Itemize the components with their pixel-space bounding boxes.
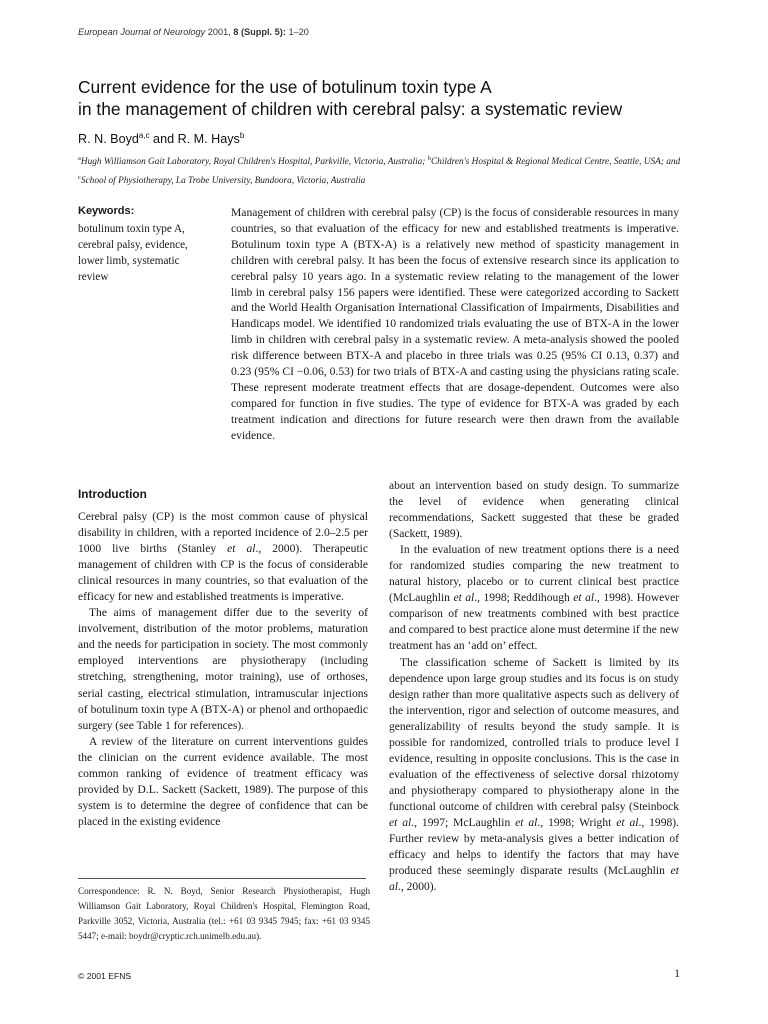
author-1: R. N. Boyd (78, 132, 139, 147)
keyword-line: review (78, 271, 109, 283)
keyword-line: lower limb, systematic (78, 255, 180, 267)
paragraph: The classification scheme of Sackett is limited by its dependence upon large group studies and its focus is on study design rather than more qualitative aspects such as delivery of the intervention, rigor and selection of outcome measures, and generalizability of results beyond the study sample. It is possible for randomized, controlled trials to produce level I evidence, resulting in opposite conclusions. This is the case in evaluation of the effectiveness of selective dorsal rhizotomy and physiotherapy compared to physiotherapy alone in the functional outcome of children with cerebral palsy (Steinbock et al., 1997; McLaughlin et al., 1998; Wright et al., 1998). Further review by meta-analysis gives a better indication of efficacy and helps to identify the factors that may have produced these seemingly disparate results (McLaughlin et al., 2000). (389, 656, 679, 894)
paragraph: In the evaluation of new treatment options there is a need for randomized studies comparing the new treatment to natural history, placebo or to current clinical best practice (McLaughlin et al., 1998; Reddihough et al., 1998). However comparison of new treatments combined with best practice and compared to best practice alone must determine if the new treatment has an ‘add on’ effect. (389, 544, 680, 653)
affiliation-a: Hugh Williamson Gait Laboratory, Royal Children's Hospital, Parkville, Victoria, Australia; (80, 157, 428, 168)
journal-pages: 1–20 (285, 27, 309, 37)
author-2: and R. M. Hays (149, 132, 240, 147)
title-line-2: in the management of children with cerebral palsy: a systematic review (78, 99, 623, 119)
keywords-heading: Keywords: (78, 205, 135, 217)
article-title (78, 76, 708, 120)
title-line-1: Current evidence for the use of botulinum toxin type A (78, 77, 492, 97)
keyword-line: cerebral palsy, evidence, (78, 239, 188, 251)
affiliation-a-marker: a (78, 155, 81, 162)
journal-name: European Journal of Neurology (78, 27, 206, 37)
copyright-notice: © 2001 EFNS (78, 971, 132, 981)
footnote-divider (78, 878, 366, 879)
journal-volume: 8 (233, 27, 239, 37)
paragraph: about an intervention based on study design. To summarize the level of evidence when generating clinical recommendations, Sackett suggested that these be graded (Sackett, 1989). (389, 480, 679, 541)
affiliation-c: School of Physiotherapy, La Trobe University, Bundoora, Victoria, Australia (80, 176, 366, 187)
correspondence-footnote: Correspondence: R. N. Boyd, Senior Research Physiotherapist, Hugh Williamson Gait Laboratory, Royal Children's Hospital, Flemington Road, Parkville 3052, Victoria, Australia (tel.: +61 03 9345 7945; fax: +61 03 9345 5447; e-mail: boydr@cryptic.rch.unimelb.edu.au). (78, 886, 370, 941)
author-1-affiliation-marker: a,c (138, 131, 150, 140)
keyword-line: botulinum toxin type A, (78, 223, 185, 235)
abstract: Management of children with cerebral palsy (CP) is the focus of considerable resources in many countries, so that evaluation of the efficacy for new and established treatments is imperative. Botulinum toxin type A (BTX-A) is a relatively new method of spasticity management in children with cerebral palsy. It has been the focus of extensive research since its application to cerebral palsy 10 years ago. In a systematic review relating to the management of the lower limb in cerebral palsy 156 papers were identified. These were categorized according to Sackett and the World Health Organisation International Classification of Impairments, Disabilities and Handicaps model. We identified 10 randomized trials evaluating the use of BTX-A in the lower limb in children with cerebral palsy in a systematic review. A meta-analysis showed the pooled risk difference between BTX-A and placebo in three trials was 0.25 (95% CI 0.13, 0.37) and 0.23 (95% CI −0.06, 0.53) for two trials of BTX-A and casting using the physicians rating scale. These represent moderate treatment effects that are dosage-dependent. Outcomes were also compared for function in five studies. The type of evidence for BTX-A was graded by each treatment indication and directions for future research were then drawn from the available evidence. (231, 206, 679, 442)
journal-supplement: (Suppl. 5): (238, 27, 286, 37)
author-list (78, 131, 244, 146)
affiliations (78, 151, 698, 189)
affiliation-c-marker: c (78, 174, 81, 182)
paragraph: A review of the literature on current interventions guides the clinician on the current evidence available. The most common ranking of evidence of treatment efficacy was provided by D.L. Sackett (Sackett, 1989). The purpose of this system is to determine the degree of confidence that can be placed in the existing evidence (78, 735, 368, 828)
journal-year: 2001, (205, 27, 234, 37)
page-number: 1 (674, 968, 680, 980)
keywords-list (78, 221, 228, 285)
body-column-right (389, 478, 679, 895)
body-column-left (78, 509, 368, 830)
affiliation-b: Children's Hospital & Regional Medical Centre, Seattle, USA; and (430, 157, 681, 168)
author-2-affiliation-marker: b (239, 131, 245, 140)
affiliation-b-marker: b (427, 155, 431, 162)
paragraph: Cerebral palsy (CP) is the most common cause of physical disability in children, with a reported incidence of 2.0–2.5 per 1000 live births (Stanley et al., 2000). Therapeutic management of children with CP is the focus of considerable clinical resources in many countries, so that evaluation of the efficacy for new and established treatments is imperative. (78, 511, 368, 604)
journal-citation (78, 27, 309, 37)
paragraph: The aims of management differ due to the severity of involvement, distribution of the motor problems, maturation and the needs for participation in society. The most commonly employed interventions are physiotherapy (including stretching, strengthening, motor training), use of orthoses, serial casting, electrical stimulation, intramuscular injections of botulinum toxin type A (BTX-A) or phenol and orthopaedic surgery (see Table 1 for references). (78, 607, 368, 732)
introduction-heading: Introduction (78, 487, 147, 501)
